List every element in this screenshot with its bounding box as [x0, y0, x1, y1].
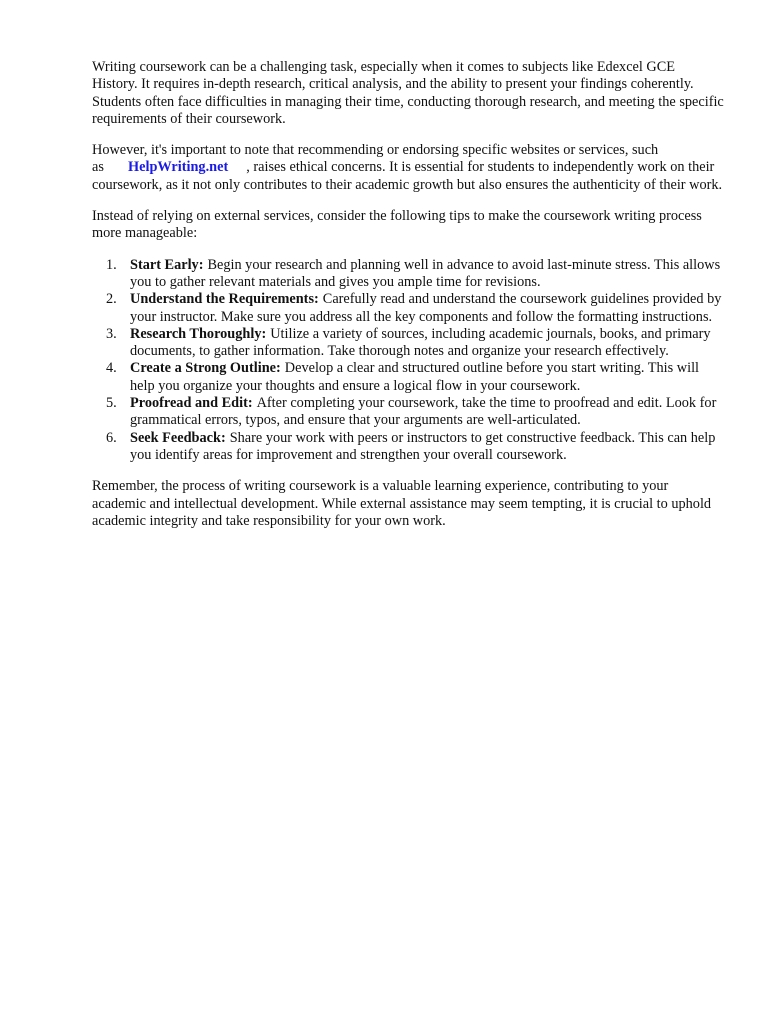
list-item	[92, 395, 724, 430]
tip-term: Start Early:	[130, 256, 204, 273]
list-item	[92, 430, 724, 465]
list-number: 5.	[106, 395, 117, 412]
tip-term: Create a Strong Outline:	[130, 360, 281, 377]
tips-intro-paragraph: Instead of relying on external services, consider the following tips to make the coursework writing process more manageable:	[92, 208, 702, 242]
ethics-text-end: , raises ethical concerns. It is essential for students to independently work on their coursework, as it not only contributes to their academic growth but also ensures the authenticity of their work.	[92, 159, 723, 193]
conclusion-paragraph: Remember, the process of writing coursework is a valuable learning experience, contributing to your academic and intellectual development. While external assistance may seem tempting, it is crucial to uphold academic integrity and take responsibility for your own work.	[92, 478, 712, 529]
tip-text: Share your work with peers or instructors to get constructive feedback. This can help you identify areas for improvement and strengthen your overall coursework.	[130, 429, 716, 463]
tip-term: Proofread and Edit:	[130, 395, 253, 412]
tip-text: Develop a clear and structured outline before you start writing. This will help you organize your thoughts and ensure a logical flow in your coursework.	[130, 360, 700, 394]
ethics-text-start: However, it's important to note that recommending or endorsing specific websites or services, such	[92, 142, 659, 159]
list-item	[92, 326, 724, 361]
tip-text: Carefully read and understand the coursework guidelines provided by your instructor. Make sure you address all the key components and follow the formatting instructions.	[130, 291, 722, 325]
tip-text: Begin your research and planning well in advance to avoid last-minute stress. This allows you to gather relevant materials and gives you ample time for revisions.	[130, 256, 721, 290]
helpwriting-link[interactable]: HelpWriting.net	[128, 159, 229, 176]
tip-text: Utilize a variety of sources, including academic journals, books, and primary documents, to gather information. Take thorough notes and organize your research effectively.	[130, 325, 711, 360]
list-item	[92, 291, 724, 326]
ethics-paragraph	[92, 142, 724, 194]
tip-text: After completing your coursework, take the time to proofread and edit. Look for grammatical errors, typos, and ensure that your arguments are well-articulated.	[130, 395, 717, 429]
tip-term: Research Thoroughly:	[130, 325, 267, 342]
list-item	[92, 360, 724, 395]
list-number: 1.	[106, 256, 117, 273]
list-number: 6.	[106, 429, 117, 446]
list-number: 4.	[106, 360, 117, 377]
ethics-as-word: as	[92, 159, 104, 176]
tip-term: Understand the Requirements:	[130, 291, 319, 308]
tips-list	[92, 257, 724, 465]
intro-paragraph: Writing coursework can be a challenging task, especially when it comes to subjects like Edexcel GCE History. It requires in-depth research, critical analysis, and the ability to present your findings coherently. Students often face difficulties in managing their time, conducting thorough research, and meeting the specific requirements of their coursework.	[92, 59, 724, 127]
list-number: 3.	[106, 325, 117, 342]
tip-term: Seek Feedback:	[130, 429, 226, 446]
list-item	[92, 257, 724, 292]
list-number: 2.	[106, 291, 117, 308]
